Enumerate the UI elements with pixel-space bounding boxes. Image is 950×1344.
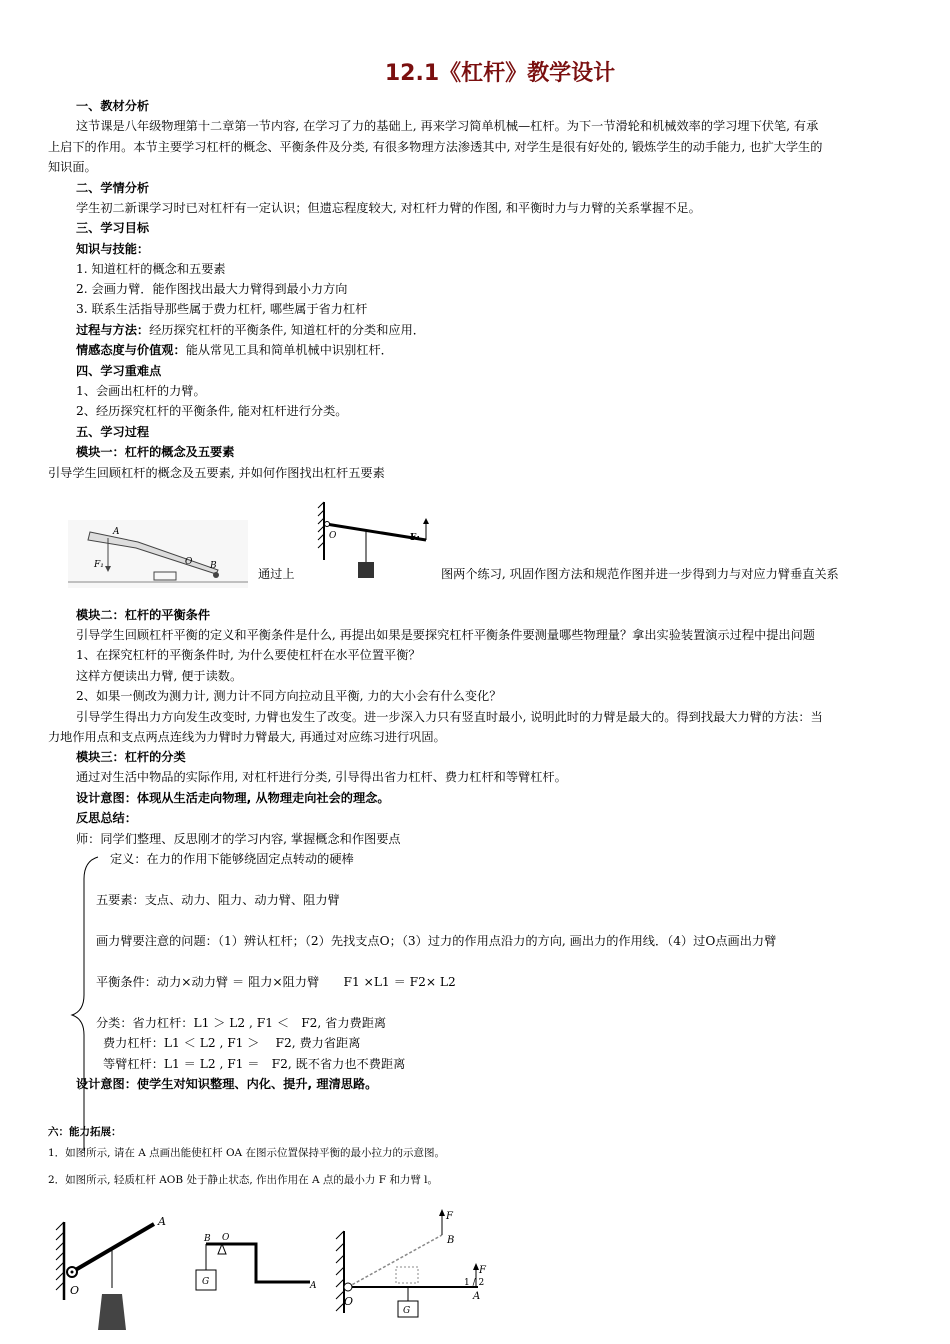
exercise-2: 2．如图所示, 轻质杠杆 AOB 处于静止状态, 作出作用在 A 点的最小力 F 和力臂 l。 xyxy=(48,1174,439,1186)
emotion-text: 能从常见工具和简单机械中识别杠杆． xyxy=(185,343,393,357)
label-G: G xyxy=(403,1306,411,1316)
paragraph: 通过对生活中物品的实际作用, 对杠杆进行分类, 引导得出省力杠杆、费力杠杆和等臂杠杆。 xyxy=(76,770,567,784)
emotion-line xyxy=(76,342,393,359)
wall-lever-figure xyxy=(316,500,436,582)
page-number: 1 / 2 xyxy=(464,1278,485,1288)
summary-definition: 定义：在力的作用下能够绕固定点转动的硬棒 xyxy=(110,852,354,866)
label-O: O xyxy=(185,557,193,567)
module-3-heading: 模块三：杠杆的分类 xyxy=(76,750,186,764)
section-heading-1: 一、教材分析 xyxy=(76,99,150,113)
subheading-knowledge: 知识与技能： xyxy=(76,242,150,256)
label-F1: F₁ xyxy=(94,560,104,570)
paragraph: 学生初二新课学习时已对杠杆有一定认识；但遗忘程度较大, 对杠杆力臂的作图, 和平衡时力与力臂的关系掌握不足。 xyxy=(76,201,701,215)
list-item: 1. 知道杠杆的概念和五要素 xyxy=(76,262,226,276)
exercise-figure-1 xyxy=(50,1210,180,1334)
section-heading-4: 四、学习重难点 xyxy=(76,364,162,378)
summary-balance: 平衡条件：动力×动力臂 ＝ 阻力×阻力臂 F1 ×L1 ＝ F2× L2 xyxy=(96,975,456,989)
label-A: A xyxy=(113,527,120,537)
process-label: 过程与方法： xyxy=(76,323,150,337)
list-item: 1、会画出杠杆的力臂。 xyxy=(76,384,206,398)
lever-tool-figure xyxy=(68,520,248,588)
process-text: 经历探究杠杆的平衡条件, 知道杠杆的分类和应用． xyxy=(149,323,425,337)
section-heading-2: 二、学情分析 xyxy=(76,181,150,195)
section-heading-6: 六：能力拓展： xyxy=(48,1126,122,1138)
reflection-heading: 反思总结： xyxy=(76,811,137,825)
label-O: O xyxy=(70,1284,80,1297)
paragraph: 上启下的作用。本节主要学习杠杆的概念、平衡条件及分类, 有很多物理方法渗透其中, 对学生是很有好处的, 锻炼学生的动手能力, 也扩大学生的 xyxy=(48,140,823,154)
exercise-figure-2 xyxy=(192,1230,322,1304)
page-title: 12.1《杠杆》教学设计 xyxy=(384,61,616,86)
module-1-heading: 模块一：杠杆的概念及五要素 xyxy=(76,445,235,459)
summary-five-elements: 五要素：支点、动力、阻力、动力臂、阻力臂 xyxy=(96,893,340,907)
exercise-figure-3 xyxy=(330,1205,500,1325)
label-F: F xyxy=(479,1265,486,1276)
summary-class-3: 等臂杠杆：L1 ＝ L2 , F1 ＝ F2, 既不省力也不费距离 xyxy=(103,1057,406,1071)
paragraph: 师：同学们整理、反思刚才的学习内容, 掌握概念和作图要点 xyxy=(76,832,401,846)
paragraph: 引导学生回顾杠杆平衡的定义和平衡条件是什么, 再提出如果是要探究杠杆平衡条件要测量哪些物理量？拿出实验装置演示过程中提出问题 xyxy=(76,628,815,642)
label-O: O xyxy=(344,1295,354,1308)
list-item: 2、经历探究杠杆的平衡条件, 能对杠杆进行分类。 xyxy=(76,404,348,418)
exercise-1: 1．如图所示, 请在 A 点画出能使杠杆 OA 在图示位置保持平衡的最小拉力的示意图。 xyxy=(48,1147,445,1159)
label-G: G xyxy=(202,1277,210,1287)
paragraph: 这样方便读出力臂, 便于读数。 xyxy=(76,669,243,683)
design-intent-1: 设计意图：体现从生活走向物理, 从物理走向社会的理念。 xyxy=(76,791,390,805)
paragraph: 力地作用点和支点两点连线为力臂时力臂最大, 再通过对应练习进行巩固。 xyxy=(48,730,446,744)
paragraph: 知识面。 xyxy=(48,160,97,174)
label-O: O xyxy=(329,531,337,541)
label-A: A xyxy=(158,1215,166,1228)
paragraph: 这节课是八年级物理第十二章第一节内容, 在学习了力的基础上, 再来学习简单机械—杠杆。为下一节滑轮和机械效率的学习埋下伏笔, 有承 xyxy=(76,119,819,133)
module-2-heading: 模块二：杠杆的平衡条件 xyxy=(76,608,211,622)
label-O: O xyxy=(222,1233,230,1243)
process-line xyxy=(76,322,425,339)
paragraph: 1、在探究杠杆的平衡条件时, 为什么要使杠杆在水平位置平衡？ xyxy=(76,648,421,662)
label-B: B xyxy=(210,561,217,571)
summary-class-2: 费力杠杆：L1 ＜ L2 , F1 ＞ F2, 费力省距离 xyxy=(103,1036,361,1050)
label-A: A xyxy=(310,1281,317,1291)
paragraph: 2、如果一侧改为测力计, 测力计不同方向拉动且平衡, 力的大小会有什么变化？ xyxy=(76,689,502,703)
label-B: B xyxy=(447,1235,455,1246)
list-item: 2. 会画力臂．能作图找出最大力臂得到最小力方向 xyxy=(76,282,348,296)
list-item: 3. 联系生活指导那些属于费力杠杆, 哪些属于省力杠杆 xyxy=(76,302,368,316)
paragraph: 引导学生回顾杠杆的概念及五要素, 并如何作图找出杠杆五要素 xyxy=(48,466,385,480)
section-heading-5: 五、学习过程 xyxy=(76,425,150,439)
through-text: 通过上 xyxy=(258,567,295,581)
label-F1: F₁ xyxy=(410,533,421,543)
summary-arm-notes: 画力臂要注意的问题：（1）辨认杠杆；（2）先找支点O；（3）过力的作用点沿力的方向, 画出力的作用线．（4）过O点画出力臂 xyxy=(96,934,777,948)
label-F: F xyxy=(446,1211,453,1222)
label-B: B xyxy=(204,1234,211,1244)
emotion-label: 情感态度与价值观： xyxy=(76,343,186,357)
paragraph: 图两个练习, 巩固作图方法和规范作图并进一步得到力与对应力臂垂直关系 xyxy=(441,567,839,581)
section-heading-3: 三、学习目标 xyxy=(76,221,150,235)
label-A: A xyxy=(473,1291,481,1302)
summary-class-1: 分类：省力杠杆：L1 ＞ L2 , F1 ＜ F2, 省力费距离 xyxy=(96,1016,387,1030)
design-intent-2: 设计意图：使学生对知识整理、内化、提升, 理清思路。 xyxy=(76,1077,378,1091)
paragraph: 引导学生得出力方向发生改变时, 力臂也发生了改变。进一步深入力只有竖直时最小, 说明此时的力臂是最大的。得到找最大力臂的方法：当 xyxy=(76,710,823,724)
